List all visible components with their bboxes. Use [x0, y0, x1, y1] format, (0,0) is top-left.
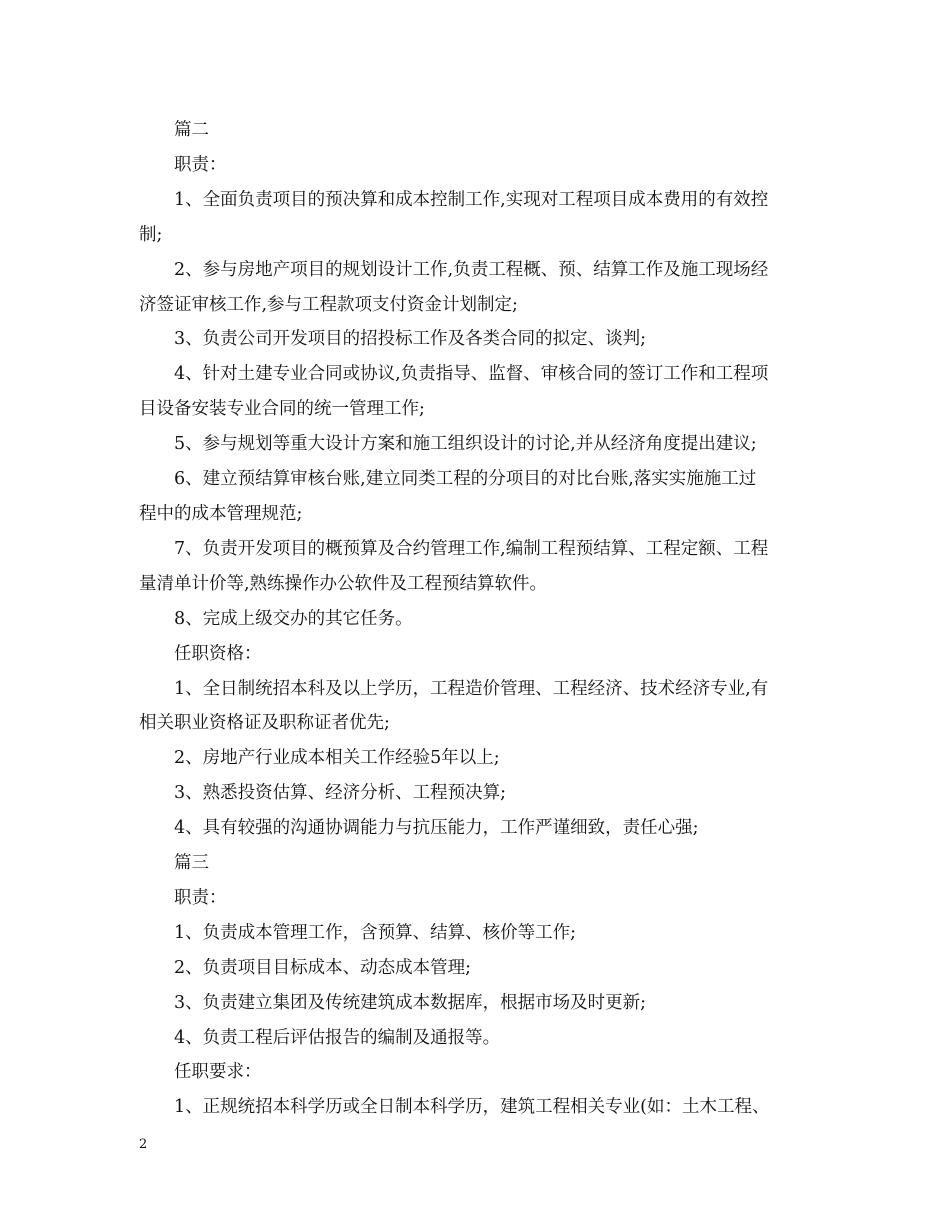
section-heading: 篇二	[174, 120, 209, 140]
paragraph-line: 相关职业资格证及职称证者优先;	[139, 713, 390, 734]
document-body	[139, 113, 829, 1125]
paragraph-line: 5、参与规划等重大设计方案和施工组织设计的讨论,并从经济角度提出建议;	[174, 434, 757, 455]
paragraph-line: 济签证审核工作,参与工程款项支付资金计划制定;	[139, 294, 518, 315]
section-heading: 篇三	[174, 853, 209, 874]
paragraph-line: 4、具有较强的沟通协调能力与抗压能力，工作严谨细致，责任心强;	[174, 818, 699, 839]
paragraph-line: 3、负责建立集团及传统建筑成本数据库，根据市场及时更新;	[174, 992, 647, 1013]
paragraph-line: 1、全面负责项目的预决算和成本控制工作,实现对工程项目成本费用的有效控	[174, 189, 769, 210]
paragraph-line: 4、负责工程后评估报告的编制及通报等。	[174, 1027, 501, 1048]
paragraph-line: 制;	[139, 224, 163, 245]
paragraph-line: 2、参与房地产项目的规划设计工作,负责工程概、预、结算工作及施工现场经	[174, 259, 769, 280]
paragraph-line: 7、负责开发项目的概预算及合约管理工作,编制工程预结算、工程定额、工程	[174, 538, 769, 559]
paragraph-line: 1、负责成本管理工作，含预算、结算、核价等工作;	[174, 922, 577, 943]
paragraph-line: 4、针对土建专业合同或协议,负责指导、监督、审核合同的签订工作和工程项	[174, 364, 769, 385]
paragraph-line: 1、全日制统招本科及以上学历，工程造价管理、工程经济、技术经济专业,有	[174, 678, 769, 699]
paragraph-line: 目设备安装专业合同的统一管理工作;	[139, 399, 425, 420]
paragraph-line: 量清单计价等,熟练操作办公软件及工程预结算软件。	[139, 573, 548, 594]
subheading: 职责：	[174, 154, 227, 175]
paragraph-line: 2、房地产行业成本相关工作经验5年以上;	[174, 748, 500, 769]
paragraph-line: 8、完成上级交办的其它任务。	[174, 608, 413, 629]
page-number: 2	[139, 1137, 148, 1152]
paragraph-line: 2、负责项目目标成本、动态成本管理;	[174, 957, 472, 978]
paragraph-line: 3、负责公司开发项目的招投标工作及各类合同的拟定、谈判;	[174, 329, 647, 350]
paragraph-line: 3、熟悉投资估算、经济分析、工程预决算;	[174, 783, 507, 804]
paragraph-line: 1、正规统招本科学历或全日制本科学历，建筑工程相关专业(如：土木工程、	[174, 1097, 770, 1118]
subheading: 职责：	[174, 887, 227, 908]
subheading: 任职要求：	[174, 1062, 262, 1083]
paragraph-line: 6、建立预结算审核台账,建立同类工程的分项目的对比台账,落实实施施工过	[174, 469, 757, 490]
paragraph-line: 程中的成本管理规范;	[139, 503, 303, 524]
subheading: 任职资格：	[174, 643, 262, 664]
